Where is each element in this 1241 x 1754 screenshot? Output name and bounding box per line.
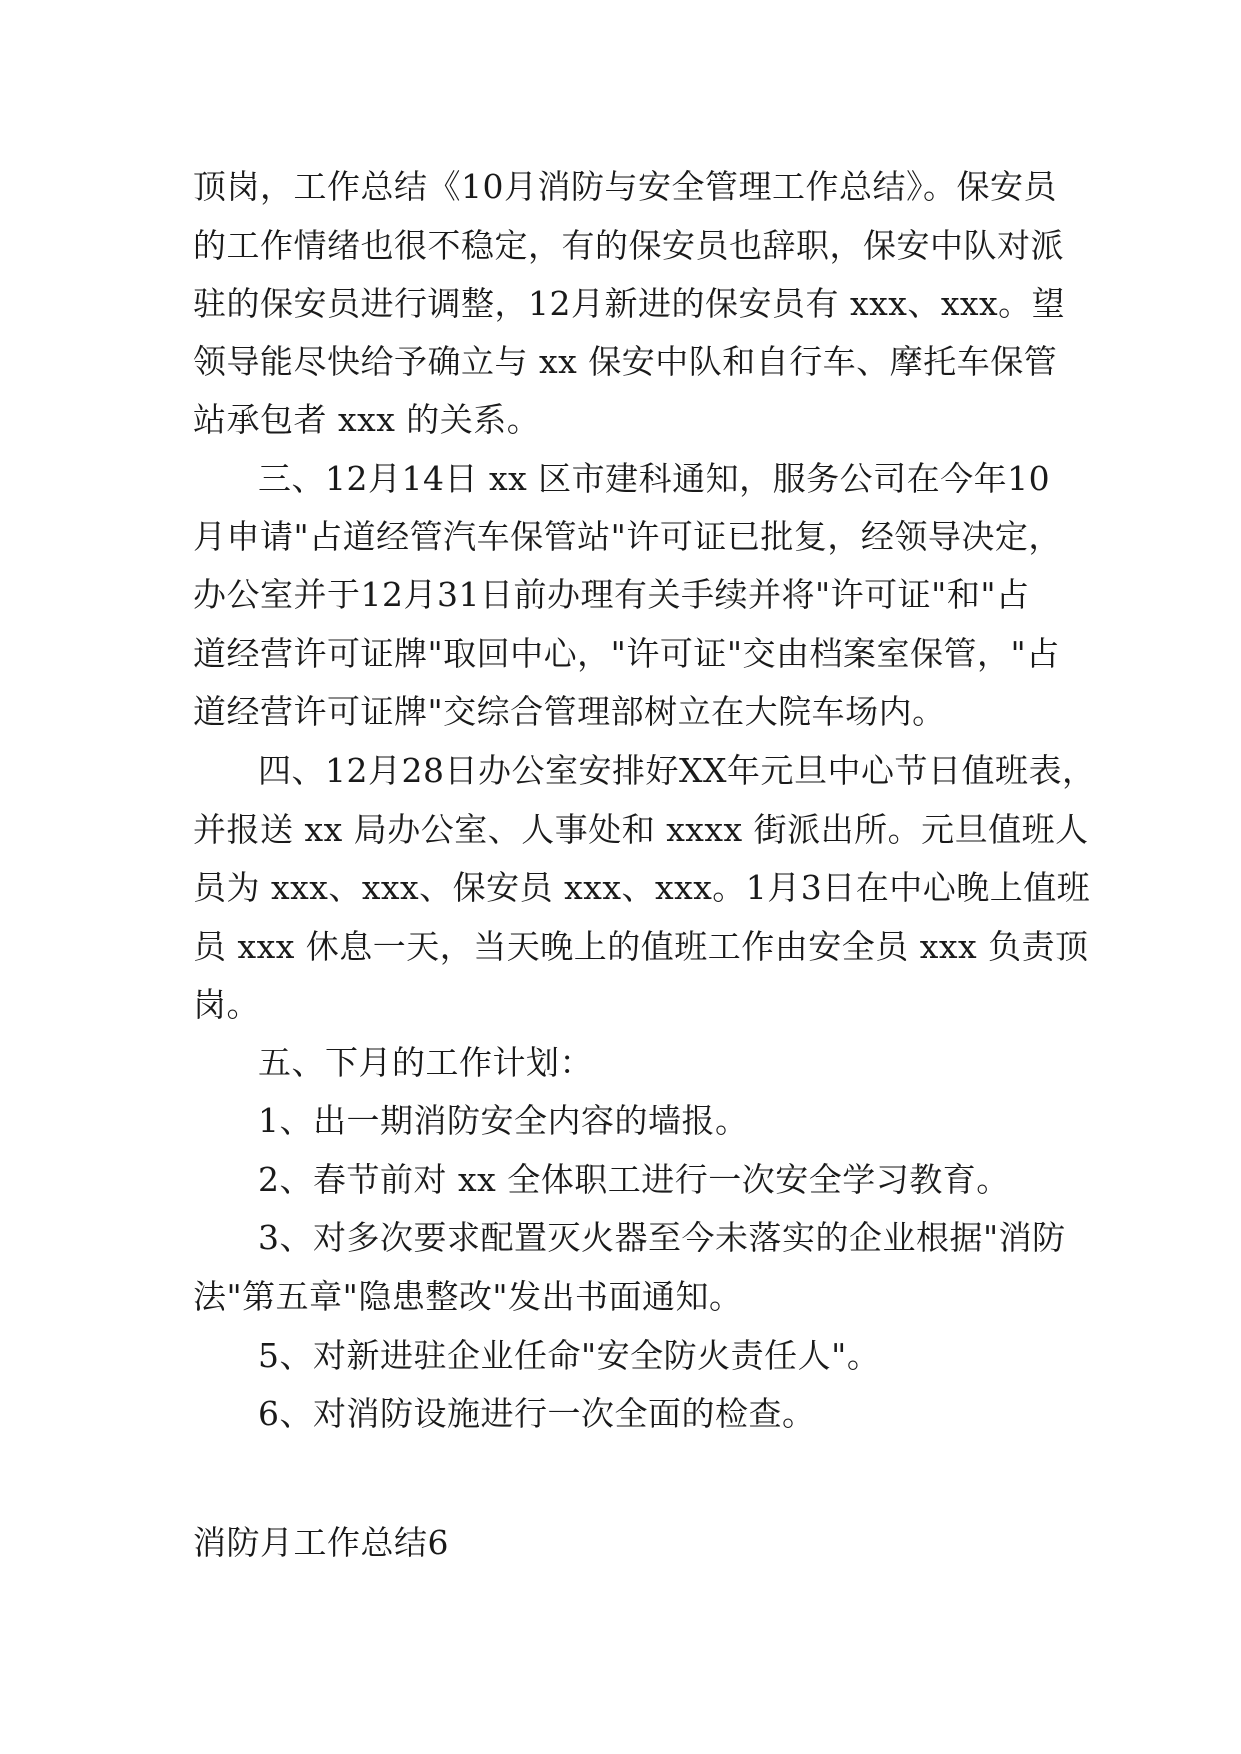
text: 5、对新进驻企业任命"安全防火责任人"。 <box>258 1336 881 1375</box>
paragraph-line <box>193 567 1241 623</box>
list-item <box>258 1152 1241 1208</box>
text: 道经营许可证牌"交综合管理部树立在大院车场内。 <box>193 692 946 731</box>
text: 2、春节前对 xx 全体职工进行一次安全学习教育。 <box>258 1160 1010 1199</box>
list-item <box>258 1093 1241 1149</box>
paragraph-line <box>193 276 1241 332</box>
paragraph-line <box>258 1035 1241 1091</box>
text: 领导能尽快给予确立与 xx 保安中队和自行车、摩托车保管 <box>193 342 1058 381</box>
paragraph-line <box>193 159 1241 215</box>
paragraph-line <box>258 743 1241 799</box>
text: 五、下月的工作计划： <box>258 1043 593 1082</box>
text: 三、12月14日 xx 区市建科通知，服务公司在今年10 <box>258 459 1051 498</box>
text: 1、出一期消防安全内容的墙报。 <box>258 1101 749 1140</box>
list-item <box>258 1328 1241 1384</box>
paragraph-line <box>193 218 1241 274</box>
text: 员为 xxx、xxx、保安员 xxx、xxx。1月3日在中心晚上值班 <box>193 868 1091 907</box>
paragraph-line <box>193 334 1241 390</box>
paragraph-line <box>193 919 1241 975</box>
text: 顶岗，工作总结《10月消防与安全管理工作总结》。保安员 <box>193 167 1057 206</box>
paragraph-line <box>193 392 1241 448</box>
text: 月申请"占道经管汽车保管站"许可证已批复，经领导决定， <box>193 517 1062 556</box>
text: 6、对消防设施进行一次全面的检查。 <box>258 1394 816 1433</box>
paragraph-line <box>193 509 1241 565</box>
list-item <box>258 1210 1241 1266</box>
paragraph-line <box>193 802 1241 858</box>
text: 站承包者 xxx 的关系。 <box>193 400 541 439</box>
paragraph-line <box>258 451 1241 507</box>
text: 员 xxx 休息一天，当天晚上的值班工作由安全员 xxx 负责顶 <box>193 927 1089 966</box>
text: 岗。 <box>193 985 260 1024</box>
section-heading <box>193 1515 1241 1571</box>
text: 驻的保安员进行调整，12月新进的保安员有 xxx、xxx。望 <box>193 284 1066 323</box>
paragraph-line <box>193 684 1241 740</box>
list-item-continuation <box>193 1269 1241 1325</box>
text: 道经营许可证牌"取回中心，"许可证"交由档案室保管，"占 <box>193 634 1060 673</box>
text: 办公室并于12月31日前办理有关手续并将"许可证"和"占 <box>193 575 1030 614</box>
paragraph-line <box>193 860 1241 916</box>
heading-text: 消防月工作总结6 <box>193 1523 449 1562</box>
text: 的工作情绪也很不稳定，有的保安员也辞职，保安中队对派 <box>193 226 1064 265</box>
text: 法"第五章"隐患整改"发出书面通知。 <box>193 1277 743 1316</box>
text: 并报送 xx 局办公室、人事处和 xxxx 街派出所。元旦值班人 <box>193 810 1089 849</box>
paragraph-line <box>193 977 1241 1033</box>
text: 四、12月28日办公室安排好XX年元旦中心节日值班表， <box>258 751 1096 790</box>
paragraph-line <box>193 626 1241 682</box>
text: 3、对多次要求配置灭火器至今未落实的企业根据"消防 <box>258 1218 1066 1257</box>
list-item <box>258 1386 1241 1442</box>
